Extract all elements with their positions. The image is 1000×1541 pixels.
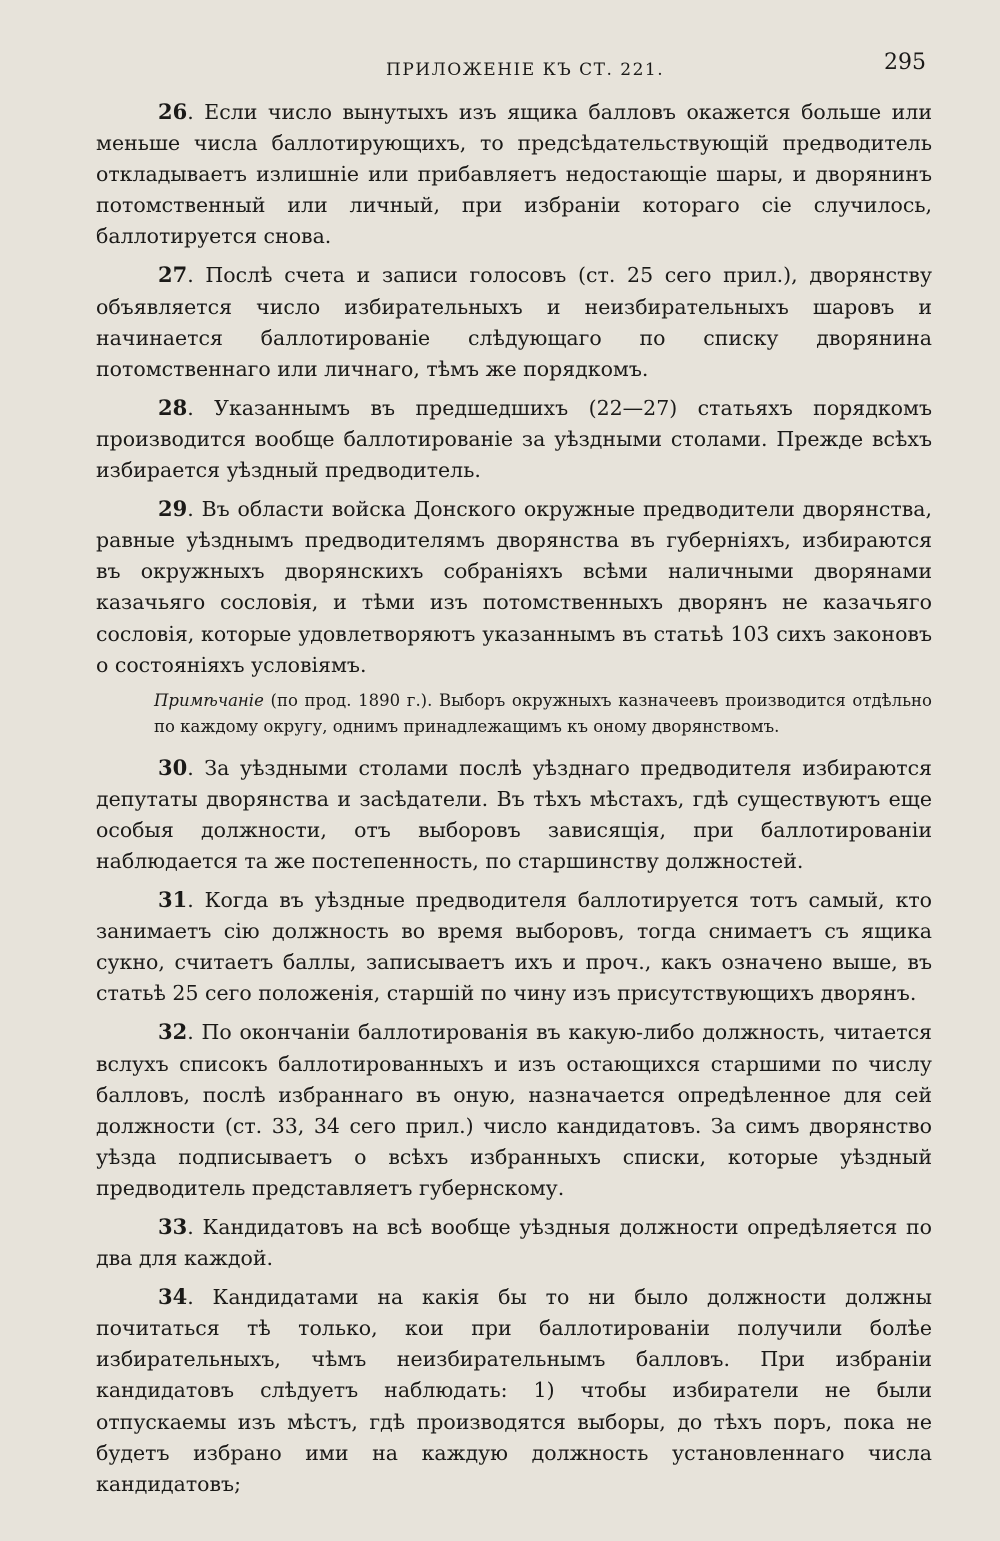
article-number: 29 [158,496,188,522]
article-number: 32 [158,1019,188,1045]
article-text: . Въ области войска Донского окружные предводители дворянства, равные уѣзднымъ предводителямъ дворянства въ губерніяхъ, избираются въ окружныхъ дворянскихъ собраніяхъ всѣми наличными дворянами казачьяго сословія, и тѣми изъ потомственныхъ дворянъ не казачьяго сословія, которые удовлетворяютъ указаннымъ въ статьѣ 103 сихъ законовъ о состояніяхъ условіямъ. [96,497,932,677]
article-text: . Указаннымъ въ предшедшихъ (22—27) статьяхъ порядкомъ производится вообще баллотированіе за уѣздными столами. Прежде всѣхъ избирается уѣздный предводитель. [96,395,932,483]
article-31 [96,884,932,1009]
article-34 [96,1281,932,1500]
article-text: . По окончаніи баллотированія въ какую-либо должность, читается вслухъ списокъ баллотированныхъ и изъ остающихся старшими по числу балловъ, послѣ избраннаго въ оную, назначается опредѣленное для сей должности (ст. 33, 34 сего прил.) число кандидатовъ. За симъ дворянство уѣзда подписываетъ о всѣхъ избранныхъ списки, которые уѣздный предводитель представляетъ губернскому. [96,1020,932,1200]
note-text: (по прод. 1890 г.). Выборъ окружныхъ казначеевъ производится отдѣльно по каждому округу, однимъ принадлежащимъ къ оному дворянствомъ. [154,690,932,736]
page-number: 295 [884,50,926,75]
article-text: . Кандидатовъ на всѣ вообще уѣздныя должности опредѣляется по два для каждой. [96,1215,932,1271]
running-header [96,48,932,88]
article-number: 27 [158,262,188,288]
article-text: . За уѣздными столами послѣ уѣзднаго предводителя избираются депутаты дворянства и засѣдатели. Въ тѣхъ мѣстахъ, гдѣ существуютъ еще особыя должности, отъ выборовъ зависящія, при баллотированіи наблюдается та же постепенность, по старшинству должностей. [96,755,932,873]
article-number: 31 [158,887,188,913]
article-number: 30 [158,754,188,780]
article-29 [96,493,932,681]
footnote-remark [96,688,932,740]
article-number: 28 [158,394,188,420]
article-27 [96,259,932,384]
article-text: . Послѣ счета и записи голосовъ (ст. 25 сего прил.), дворянству объявляется число избирательныхъ и неизбирательныхъ шаровъ и начинается баллотированіе слѣдующаго по списку дворянина потомственнаго или личнаго, тѣмъ же порядкомъ. [96,263,932,381]
article-number: 33 [158,1214,188,1239]
running-title: ПРИЛОЖЕНІЕ КЪ СТ. 221. [386,60,665,80]
article-28 [96,392,932,486]
page-body [96,96,932,1500]
note-label: Примѣчаніе [154,690,264,710]
article-text: . Когда въ уѣздные предводителя баллотируется тотъ самый, кто занимаетъ сію должность во время выборовъ, тогда снимаетъ съ ящика сукно, считаетъ баллы, записываетъ ихъ и проч., какъ означено выше, въ статьѣ 25 сего положенія, старшій по чину изъ присутствующихъ дворянъ. [96,888,932,1006]
article-text: . Если число вынутыхъ изъ ящика балловъ окажется больше или меньше числа баллотирующихъ, то предсѣдательствующій предводитель откладываетъ излишніе или прибавляетъ недостающіе шары, и дворянинъ потомственный или личный, при избраніи котораго сіе случилось, баллотируется снова. [96,100,932,249]
article-number: 26 [158,99,188,124]
article-26 [96,96,932,252]
article-32 [96,1016,932,1204]
article-text: . Кандидатами на какія бы то ни было должности должны почитаться тѣ только, кои при баллотированіи получили болѣе избирательныхъ, чѣмъ неизбирательнымъ балловъ. При избраніи кандидатовъ слѣдуетъ наблюдать: 1) чтобы избиратели не были отпускаемы изъ мѣстъ, гдѣ производятся выборы, до тѣхъ поръ, пока не будетъ избрано ими на каждую должность установленнаго числа кандидатовъ; [96,1285,932,1496]
article-33 [96,1211,932,1274]
article-number: 34 [158,1284,188,1310]
article-30 [96,752,932,877]
